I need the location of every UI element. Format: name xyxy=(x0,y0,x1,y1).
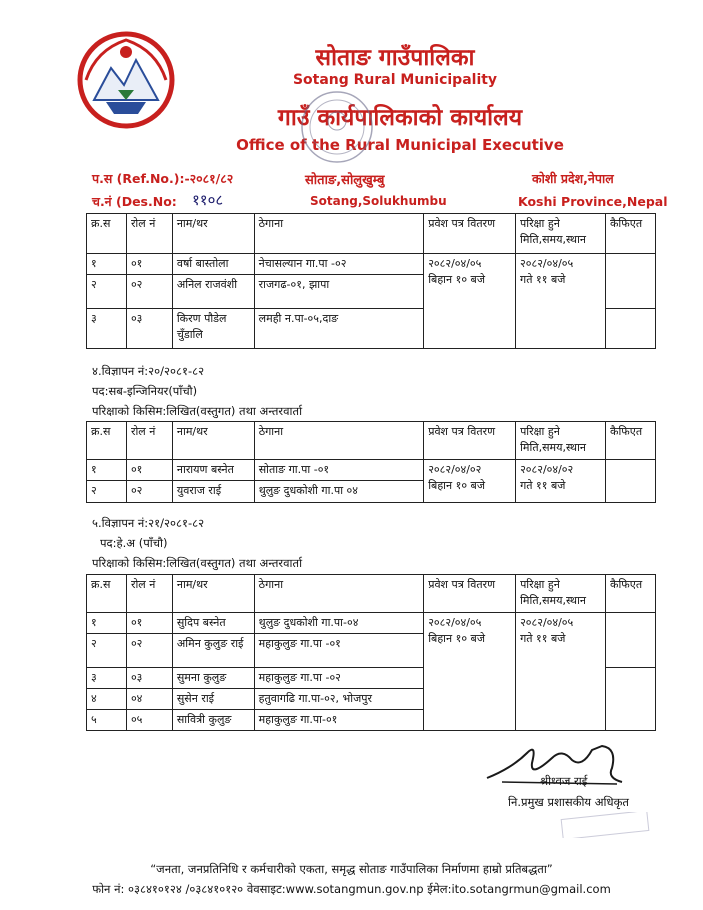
footer-motto: “जनता, जनप्रतिनिधि र कर्मचारीको एकता, समृद्ध सोताङ गाउँपालिका निर्माणमा हाम्रो प्रतिबद्धता” xyxy=(150,862,553,876)
signatory-name: श्रीध्वज राई xyxy=(540,774,588,788)
province-nepali: कोशी प्रदेश,नेपाल xyxy=(532,171,614,186)
section4-post: पद:सब-इन्जिनियर(पाँचौ) xyxy=(92,384,198,398)
section4-exam-type: परिक्षाको किसिम:लिखित(वस्तुगत) तथा अन्तरवार्ता xyxy=(92,404,303,418)
table-header-row: क्र.स रोल नं नाम/थर ठेगाना प्रवेश पत्र वितरण परिक्षा हुने मिति,समय,स्थान कैफिएत xyxy=(87,422,656,460)
location-nepali: सोताङ,सोलुखुम्बु xyxy=(305,173,385,188)
table-row: ५ ०५ सावित्री कुलुङ महाकुलुङ गा.पा-०१ xyxy=(87,709,656,730)
table-row: २ ०२ युवराज राई थुलुङ दुधकोशी गा.पा ०४ xyxy=(87,480,656,502)
col-header-admit: प्रवेश पत्र वितरण xyxy=(424,214,516,254)
table-row: ४ ०४ सुसेन राई हतुवागढि गा.पा-०२, भोजपुर xyxy=(87,688,656,709)
table-row: २ ०२ अनिल राजवंशी राजगढ-०१, झापा xyxy=(87,274,656,308)
nepal-emblem-logo xyxy=(76,30,176,130)
admit-card-distribution: २०८२/०४/०५ बिहान १० बजे xyxy=(424,254,516,349)
candidate-table-4 xyxy=(86,421,656,503)
exam-schedule: २०८२/०४/०२ गते ११ बजे xyxy=(516,460,606,503)
exam-schedule: २०८२/०४/०५ गते ११ बजे xyxy=(516,613,606,731)
col-header-sn: क्र.स xyxy=(87,214,127,254)
section5-exam-type: परिक्षाको किसिम:लिखित(वस्तुगत) तथा अन्तरवार्ता xyxy=(92,556,303,570)
official-seal-stamp xyxy=(298,88,376,166)
col-header-address: ठेगाना xyxy=(254,214,424,254)
section4-advertisement: ४.विज्ञापन नं:२०/२०८१-८२ xyxy=(92,364,205,378)
table-header-row xyxy=(87,214,656,254)
table-row: ३ ०३ सुमना कुलुङ महाकुलुङ गा.पा -०२ xyxy=(87,667,656,688)
table-row: २ ०२ अमिन कुलुङ राई महाकुलुङ गा.पा -०१ xyxy=(87,633,656,667)
signatory-designation: नि.प्रमुख प्रशासकीय अधिकृत xyxy=(508,795,629,809)
remarks-cell xyxy=(606,613,656,668)
candidate-table-1 xyxy=(86,213,656,349)
remarks-cell xyxy=(606,460,656,503)
col-header-exam: परिक्षा हुने मिति,समय,स्थान xyxy=(516,214,606,254)
signature-stamp xyxy=(560,812,650,838)
table-header-row: क्र.स रोल नं नाम/थर ठेगाना प्रवेश पत्र वितरण परिक्षा हुने मिति,समय,स्थान कैफिएत xyxy=(87,575,656,613)
table-row: ३ ०३ किरण पौडेल चुँडालि लमही न.पा-०५,दाङ xyxy=(87,308,656,348)
table-row: १ ०१ सुदिप बस्नेत थुलुङ दुधकोशी गा.पा-०४ २०८२/०४/०५ बिहान १० बजे २०८२/०४/०५ गते ११ बजे xyxy=(87,613,656,634)
province-english: Koshi Province,Nepal xyxy=(518,194,668,209)
section5-post: पद:हे.अ (पाँचौ) xyxy=(100,536,168,550)
remarks-cell xyxy=(605,308,655,348)
remarks-cell xyxy=(605,254,655,309)
footer-contact: फोन नं: ०३८४१०१२४ /०३८४१०१२० वेवसाइट:www.sotangmun.gov.np ईमेल:ito.sotangrmun@gmail.com xyxy=(92,882,611,896)
col-header-roll: रोल नं xyxy=(126,214,172,254)
remarks-cell xyxy=(606,667,656,730)
municipality-name-nepali: सोताङ गाउँपालिका xyxy=(315,45,475,71)
office-name-english: Office of the Rural Municipal Executive xyxy=(236,136,564,154)
reference-number: प.स (Ref.No.):-२०८१/८२ xyxy=(92,171,234,186)
candidate-table-5 xyxy=(86,574,656,731)
dispatch-number-value: ११०८ xyxy=(192,191,224,209)
office-name-nepali: गाउँ कार्यपालिकाको कार्यालय xyxy=(277,105,523,131)
col-header-name: नाम/थर xyxy=(172,214,254,254)
exam-schedule: २०८२/०४/०५ गते ११ बजे xyxy=(516,254,606,349)
col-header-remarks: कैफिएत xyxy=(605,214,655,254)
section5-advertisement: ५.विज्ञापन नं:२१/२०८१-८२ xyxy=(92,516,205,530)
municipality-name-english: Sotang Rural Municipality xyxy=(292,72,498,88)
table-row: १ ०१ वर्षा बास्तोला नेचासल्यान गा.पा -०२ २०८२/०४/०५ बिहान १० बजे २०८२/०४/०५ गते ११ बजे xyxy=(87,254,656,275)
table-row: १ ०१ नारायण बस्नेत सोताङ गा.पा -०१ २०८२/०४/०२ बिहान १० बजे २०८२/०४/०२ गते ११ बजे xyxy=(87,460,656,481)
dispatch-number-label: च.नं (Des.No: xyxy=(92,194,177,209)
location-english: Sotang,Solukhumbu xyxy=(310,194,447,208)
admit-card-distribution: २०८२/०४/०२ बिहान १० बजे xyxy=(424,460,516,503)
admit-card-distribution: २०८२/०४/०५ बिहान १० बजे xyxy=(424,613,516,731)
